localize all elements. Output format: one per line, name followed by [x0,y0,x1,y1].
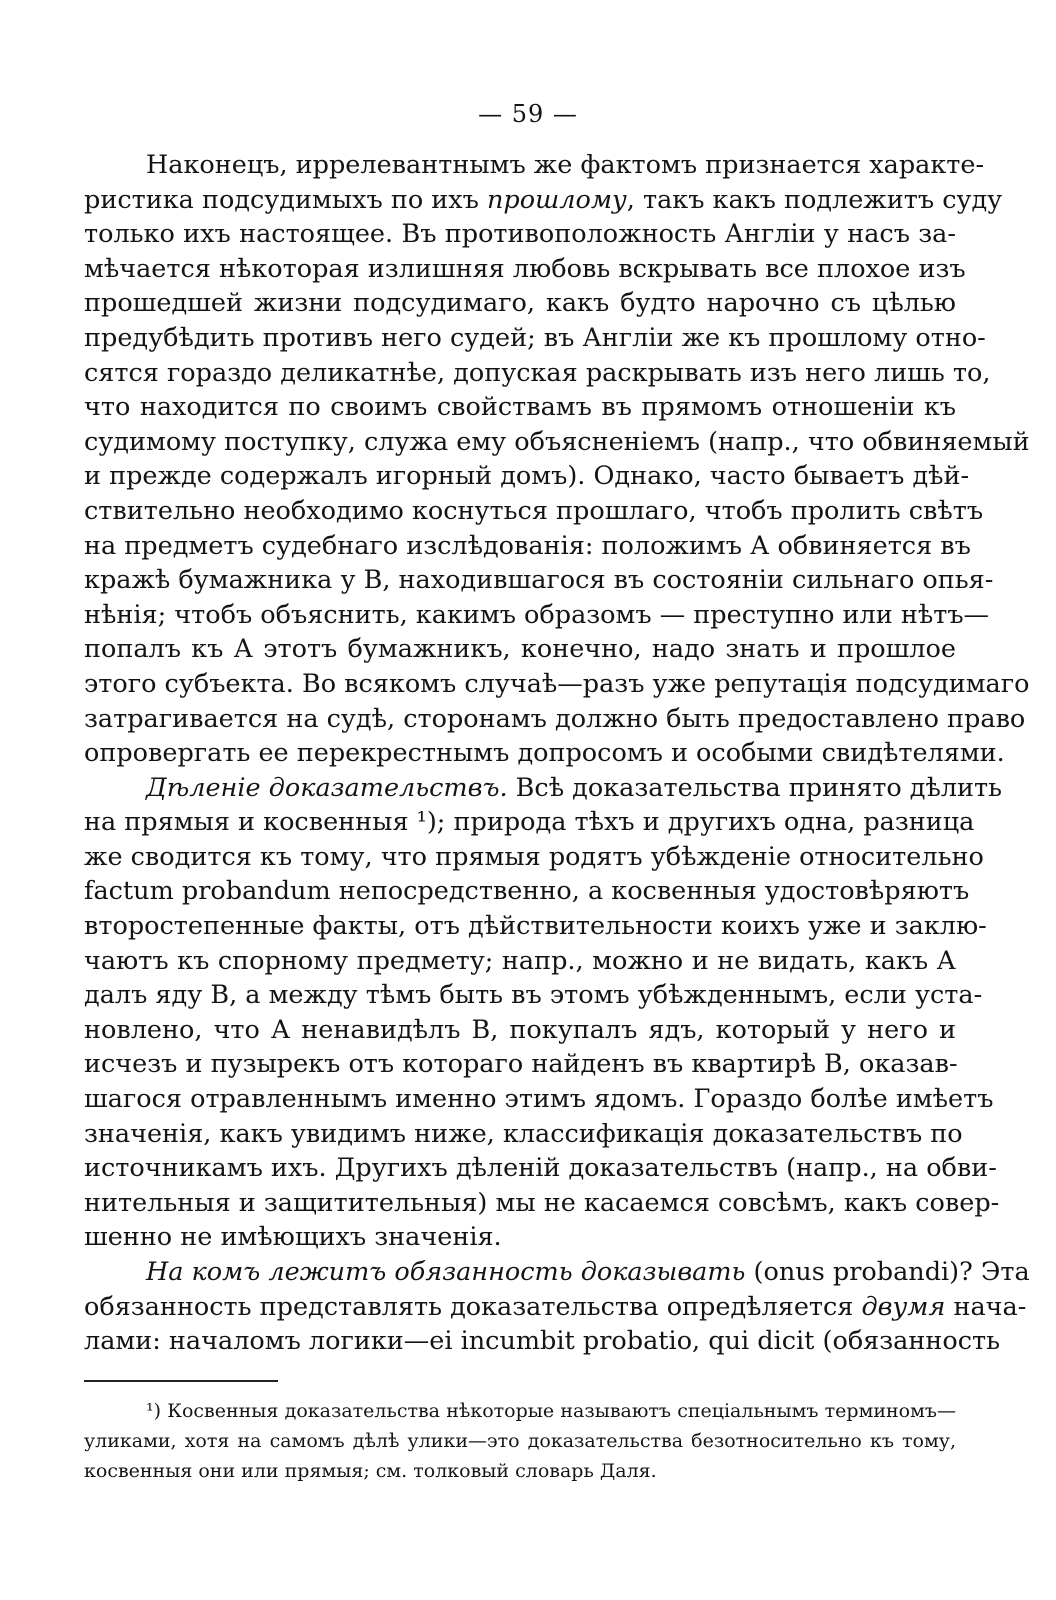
emphasized-text: Дѣленiе доказательствъ. [146,772,508,803]
text-line: На комъ лежитъ обязанность доказывать (onus probandi)? Эта [146,1257,1030,1287]
text-line: ствительно необходимо коснуться прошлаго, чтобъ пролить свѣтъ [84,495,984,526]
footnote-line: уликами, хотя на самомъ дѣлѣ улики—это доказательства безотносительно къ тому, [84,1430,956,1452]
emphasized-text: прошлому [486,184,627,215]
text-line: кражѣ бумажника у В, находившагося въ состоянiи сильнаго опья- [84,565,994,596]
text-line: затрагивается на судѣ, сторонамъ должно быть предоставлено право [84,703,1026,734]
text-line: на предметъ судебнаго изслѣдованiя: положимъ А обвиняется въ [84,530,971,561]
text-line: на прямыя и косвенныя ¹); природа тѣхъ и другихъ одна, разница [84,807,975,838]
text-line: прошедшей жизни подсудимаго, какъ будто нарочно съ цѣлью [84,288,956,319]
text-line: чаютъ къ спорному предмету; напр., можно и не видать, какъ А [84,945,956,976]
text-line: обязанность представлять доказательства опредѣляется двумя нача- [84,1291,1027,1322]
paragraph [84,771,1003,1255]
text-line: factum probandum непосредственно, а косвенныя удостовѣряютъ [84,876,970,907]
emphasized-text: двумя [861,1291,946,1322]
text-line: шагося отравленнымъ именно этимъ ядомъ. Гораздо болѣе имѣетъ [84,1084,994,1115]
text-line: сятся гораздо деликатнѣе, допуская раскрывать изъ него лишь то, [84,357,991,388]
paragraph [84,148,1030,771]
footnote-divider [84,1380,278,1382]
text-line: Наконецъ, иррелевантнымъ же фактомъ признается характе- [146,150,985,180]
text-line: второстепенные факты, отъ дѣйствительности коихъ уже и заклю- [84,911,987,942]
text-line: ристика подсудимыхъ по ихъ прошлому, такъ какъ подлежитъ суду [84,184,1003,215]
text-line: нѣнiя; чтобъ объяснить, какимъ образомъ — преступно или нѣтъ— [84,599,990,630]
main-text [84,148,1030,1359]
text-line: мѣчается нѣкоторая излишняя любовь вскрывать все плохое изъ [84,253,966,284]
text-line: предубѣдить противъ него судей; въ Англiи же къ прошлому отно- [84,322,986,353]
text-line: опровергать ее перекрестнымъ допросомъ и особыми свидѣтелями. [84,738,1005,769]
text-line: судимому поступку, служа ему объясненiемъ (напр., что обвиняемый [84,426,1030,457]
emphasized-text: На комъ лежитъ обязанность доказывать [146,1257,746,1287]
text-line: новлено, что А ненавидѣлъ В, покупалъ ядъ, который у него и [84,1014,956,1045]
paragraph [84,1255,1030,1359]
text-line: и прежде содержалъ игорный домъ). Однако, часто бываетъ дѣй- [84,461,970,492]
footnote-line: косвенныя они или прямыя; см. толковый словарь Даля. [84,1460,657,1482]
text-line: только ихъ настоящее. Въ противоположность Англiи у насъ за- [84,219,956,250]
text-line: попалъ къ А этотъ бумажникъ, конечно, надо знать и прошлое [84,634,956,665]
text-line: что находится по своимъ свойствамъ въ прямомъ отношенiи къ [84,392,956,423]
footnote-line: ¹) Косвенныя доказательства нѣкоторые называютъ спецiальнымъ терминомъ— [146,1400,956,1422]
text-line: нительныя и защитительныя) мы не касаемся совсѣмъ, какъ совер- [84,1187,1000,1218]
footnotes [84,1396,956,1486]
text-line: лами: началомъ логики—ei incumbit probatio, qui dicit (обязанность [84,1326,1000,1357]
text-line: Дѣленiе доказательствъ. Всѣ доказательства принято дѣлить [146,772,1003,803]
text-line: значенiя, какъ увидимъ ниже, классификацiя доказательствъ по [84,1118,963,1149]
text-line: шенно не имѣющихъ значенiя. [84,1222,502,1253]
text-line: далъ яду В, а между тѣмъ быть въ этомъ убѣжденнымъ, если уста- [84,980,983,1011]
text-line: источникамъ ихъ. Другихъ дѣленiй доказательствъ (напр., на обви- [84,1153,997,1184]
text-line: же сводится къ тому, что прямыя родятъ убѣжденiе относительно [84,841,984,872]
page-number: — 59 — [478,100,578,128]
text-line: этого субъекта. Во всякомъ случаѣ—разъ уже репутацiя подсудимаго [84,668,1030,699]
text-line: исчезъ и пузырекъ отъ котораго найденъ въ квартирѣ В, оказав- [84,1049,958,1080]
